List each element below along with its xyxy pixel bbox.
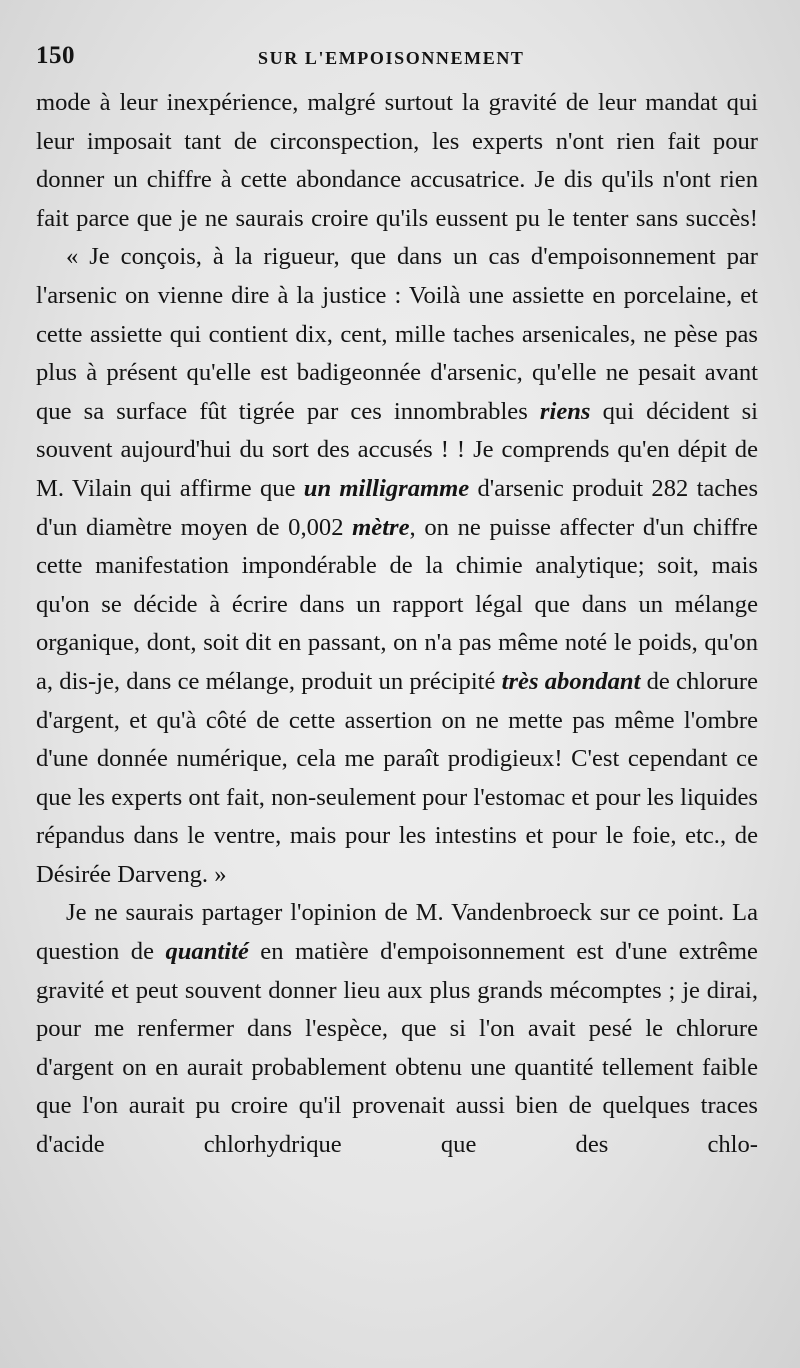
body-text (36, 84, 758, 1165)
italic-emphasis: riens (539, 397, 591, 425)
paragraph-2 (36, 238, 758, 894)
italic-emphasis: un milligramme (303, 474, 470, 502)
paragraph-1 (36, 84, 758, 238)
page-number: 150 (36, 42, 75, 69)
paragraph-3 (36, 894, 758, 1164)
italic-emphasis: très abondant (501, 667, 641, 695)
text-run: de chlorure d'argent, et qu'à côté de cette assertion on ne mette pas même l'ombre d'une donnée numérique, cela me paraît prodigieux! C'est cependant ce que les experts ont fait, non-seulement pour l'estomac et pour les liquides répandus dans le ventre, mais pour les intestins et pour le foie, etc., de Désirée Darveng. » (36, 667, 758, 888)
italic-emphasis: quantité (165, 938, 249, 966)
text-run: qui décident si souvent aujourd'hui du sort des accusés ! ! Je comprends qu'en dépit de M. Vilain qui affirme que (36, 397, 758, 502)
text-run: , on ne puisse affecter d'un chiffre cette manifestation impondérable de la chimie analytique; soit, mais qu'on se décide à écrire dans un rapport légal que dans un mélange organique, dont, soit dit en passant, on n'a pas même noté le poids, qu'on a, dis-je, dans ce mélange, produit un précipité (36, 513, 758, 695)
text-run: mode à leur inexpérience, malgré surtout la gravité de leur mandat qui leur imposait tant de circonspection, les experts n'ont rien fait pour donner un chiffre à cette abondance accusatrice. Je dis qu'ils n'ont rien fait parce que je ne saurais croire qu'ils eussent pu le tenter sans succès! (36, 89, 758, 232)
text-run: d'arsenic produit 282 taches d'un diamètre moyen de 0,002 (36, 474, 759, 541)
page-header (36, 42, 756, 82)
text-run: « Je conçois, à la rigueur, que dans un cas d'empoisonnement par l'arsenic on vienne dire à la justice : Voilà une assiette en porcelaine, et cette assiette qui contient dix, cent, mille taches arsenicales, ne pèse pas plus à présent qu'elle est badigeonnée d'arsenic, qu'elle ne pesait avant que sa surface fût tigrée par ces innombrables (36, 243, 758, 425)
text-run: en matière d'empoisonnement est d'une extrême gravité et peut souvent donner lieu aux plus grands mécomptes ; je dirai, pour me renfermer dans l'espèce, que si l'on avait pesé le chlorure d'argent on en aurait probablement obtenu une quantité tellement faible que l'on aurait pu croire qu'il provenait aussi bien de quelques traces d'acide chlorhydrique que des chlo- (36, 938, 758, 1159)
text-run: Je ne saurais partager l'opinion de M. Vandenbroeck sur ce point. La question de (36, 899, 758, 966)
italic-emphasis: mètre (352, 513, 410, 541)
running-title: SUR L'EMPOISONNEMENT (258, 48, 525, 68)
